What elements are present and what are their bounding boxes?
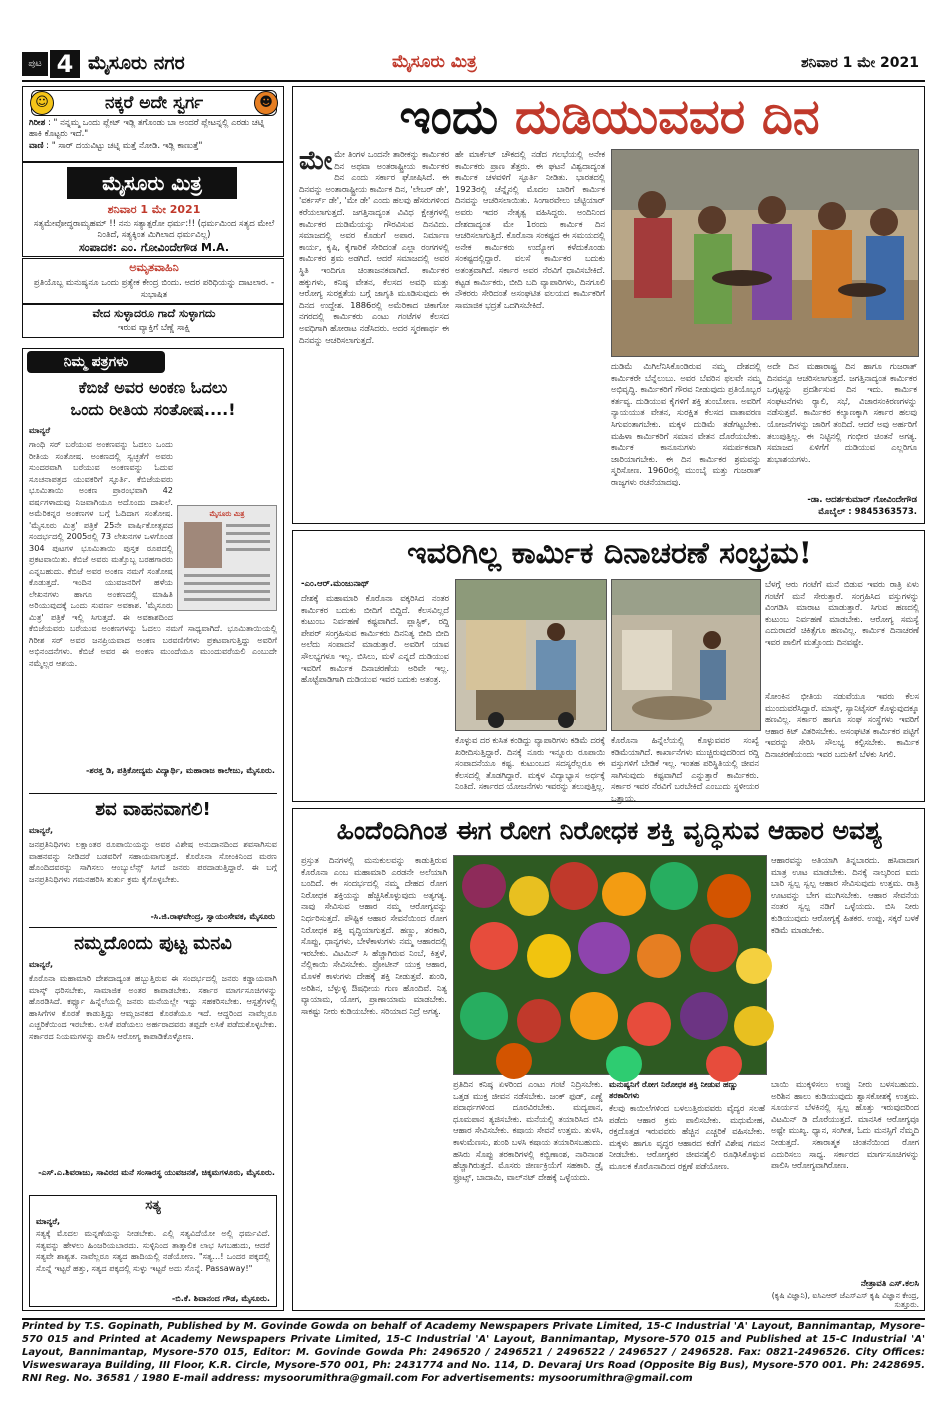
story-3-col-1: ಪ್ರಸ್ತುತ ದಿನಗಳಲ್ಲಿ ಮನುಕುಲವನ್ನು ಕಾಡುತ್ತಿರುವ ಕೊರೊನಾ ಎಂಬ ಮಹಾಮಾರಿ ಎರಡನೇ ಅಲೆಯಾಗಿ ಬಂದಿದೆ. ಈ ಸಂದರ್ಭದಲ್ಲಿ ನಮ್ಮ ದೇಹದ ರೋಗ ನಿರೋಧಕ ಶಕ್ತಿಯನ್ನು ಹೆಚ್ಚಿಸಿಕೊಳ್ಳುವುದು ಅತ್ಯಗತ್ಯ. ನಾವು ಸೇವಿಸುವ ಆಹಾರ ನಮ್ಮ ಆರೋಗ್ಯವನ್ನು ನಿರ್ಧರಿಸುತ್ತದೆ. ಪೌಷ್ಟಿಕ ಆಹಾರ ಸೇವನೆಯಿಂದ ರೋಗ ನಿರೋಧಕ ಶಕ್ತಿ ವೃದ್ಧಿಯಾಗುತ್ತದೆ. ಹಣ್ಣು, ತರಕಾರಿ, ಸೊಪ್ಪು, ಧಾನ್ಯಗಳು, ಬೇಳೆಕಾಳುಗಳು ನಮ್ಮ ಆಹಾರದಲ್ಲಿ ಇರಬೇಕು. ವಿಟಮಿನ್ ಸಿ ಹೆಚ್ಚಾಗಿರುವ ನಿಂಬೆ, ಕಿತ್ತಳೆ, ನೆಲ್ಲಿಕಾಯಿ ಸೇವಿಸಬೇಕು. ಪ್ರೋಟೀನ್ ಯುಕ್ತ ಆಹಾರ, ಮೊಳಕೆ ಕಾಳುಗಳು ದೇಹಕ್ಕೆ ಶಕ್ತಿ ನೀಡುತ್ತವೆ. ಶುಂಠಿ, ಅರಿಶಿನ, ಬೆಳ್ಳುಳ್ಳಿ ಔಷಧೀಯ ಗುಣ ಹೊಂದಿವೆ. ನಿತ್ಯ ವ್ಯಾಯಾಮ, ಯೋಗ, ಪ್ರಾಣಾಯಾಮ ಮಾಡಬೇಕು. ಸಾಕಷ್ಟು ನೀರು ಕುಡಿಯಬೇಕು. ಸರಿಯಾದ ನಿದ್ರೆ ಅಗತ್ಯ. (301, 855, 447, 1016)
masthead-date: ಶನಿವಾರ 1 ಮೇ 2021 (107, 203, 201, 216)
story-1-col-4-text: ಅದೇ ದಿನ ಮಹಾರಾಷ್ಟ್ರ ದಿನ ಹಾಗೂ ಗುಜರಾತ್ ದಿನವನ್ನೂ ಆಚರಿಸಲಾಗುತ್ತದೆ. ಜಗತ್ತಿನಾದ್ಯಂತ ಕಾರ್ಮಿಕರ ಒಗ್ಗಟ್ಟನ್ನು ಪ್ರದರ್ಶಿಸುವ ದಿನ ಇದು. ಕಾರ್ಮಿಕ ಸಂಘಟನೆಗಳು ರ್‍ಯಾಲಿ, ಸಭೆ, ವಿಚಾರಸಂಕಿರಣಗಳನ್ನು ನಡೆಸುತ್ತವೆ. ಕಾರ್ಮಿಕರ ಕಲ್ಯಾಣಕ್ಕಾಗಿ ಸರ್ಕಾರ ಹಲವು ಯೋಜನೆಗಳನ್ನು ಜಾರಿಗೆ ತಂದಿದೆ. ಆದರೆ ಅವು ಅರ್ಹರಿಗೆ ತಲುಪುತ್ತಿಲ್ಲ. ಈ ನಿಟ್ಟಿನಲ್ಲಿ ಗಂಭೀರ ಚಿಂತನೆ ಅಗತ್ಯ. ಸಮಾಜದ ಏಳಿಗೆಗೆ ದುಡಿಯುವ ಎಲ್ಲರಿಗೂ ಶುಭಾಶಯಗಳು. (767, 361, 917, 464)
proverb-text: ಇರುವ ವ್ಯಾಕ್ತಿಗೆ ಬೆಣ್ಣೆ ಸಾಕ್ಷಿ (118, 323, 190, 333)
humour-line-1: ಗಿರೀಶ : " ನನ್ನಮ್ಮ ಒಂದು ಪ್ಲೇಟ್ ಇಡ್ಲಿ ತಗೊಂಡು ಬಾ ಅಂದರೆ ಪ್ಲೇಟನ್ನಲ್ಲಿ ಎರಡು ಚಟ್ನಿ ಹಾಕಿ ಕೊಟ್ಟರು ಇದೆ." (29, 118, 265, 139)
amruta-title: ಅಮೃತವಾಹಿನಿ (129, 261, 179, 274)
waste-pickers-illustration (456, 580, 606, 730)
story-3-col-2: ಪ್ರತಿದಿನ ಕನಿಷ್ಠ ಏಳರಿಂದ ಎಂಟು ಗಂಟೆ ನಿದ್ರಿಸಬೇಕು. ಒತ್ತಡ ಮುಕ್ತ ಜೀವನ ನಡೆಸಬೇಕು. ಜಂಕ್ ಫುಡ್, ಎಣ್ಣೆ ಪದಾರ್ಥಗಳಿಂದ ದೂರವಿರಬೇಕು. ಮದ್ಯಪಾನ, ಧೂಮಪಾನ ತ್ಯಜಿಸಬೇಕು. ಮನೆಯಲ್ಲಿ ತಯಾರಿಸಿದ ಬಿಸಿ ಆಹಾರ ಸೇವಿಸಬೇಕು. ಕಷಾಯ ಸೇವನೆ ಉತ್ತಮ. ತುಳಸಿ, ಕಾಳುಮೆಣಸು, ಶುಂಠಿ ಬಳಸಿ ಕಷಾಯ ತಯಾರಿಸಬಹುದು. ಹಸಿರು ಸೊಪ್ಪು ತರಕಾರಿಗಳಲ್ಲಿ ಕಬ್ಬಿಣಾಂಶ, ನಾರಿನಾಂಶ ಹೆಚ್ಚಾಗಿರುತ್ತದೆ. ಮೊಸರು ಜೀರ್ಣಕ್ರಿಯೆಗೆ ಸಹಕಾರಿ. ಡ್ರೈ ಫ್ರೂಟ್ಸ್, ಬಾದಾಮಿ, ವಾಲ್‌ನಟ್ ದೇಹಕ್ಕೆ ಒಳ್ಳೆಯದು. (453, 1079, 603, 1182)
letter-4-box (29, 1195, 277, 1307)
header-logo: ಮೈಸೂರು ಮಿತ್ರ (392, 52, 477, 72)
story-2-col-3: ಕೊರೊನಾ ಹಿನ್ನೆಲೆಯಲ್ಲಿ ಕೊಳ್ಳುವವರ ಸಂಖ್ಯೆ ಕಡಿಮೆಯಾಗಿದೆ. ಕಾರ್ಖಾನೆಗಳು ಮುಚ್ಚಿರುವುದರಿಂದ ರದ್ದಿ ವಸ್ತುಗಳಿಗೆ ಬೇಡಿಕೆ ಇಲ್ಲ. ಇಂತಹ ಪರಿಸ್ಥಿತಿಯಲ್ಲಿ ಜೀವನ ಸಾಗಿಸುವುದು ಕಷ್ಟವಾಗಿದೆ ಎನ್ನುತ್ತಾರೆ ಕಾರ್ಮಿಕರು. ಸರ್ಕಾರ ಇವರ ನೆರವಿಗೆ ಬರಬೇಕಿದೆ ಎಂಬುದು ಸ್ಥಳೀಯರ ಒತ್ತಾಯ. (611, 735, 759, 803)
letter-3-salutation: ಮಾನ್ಯರೆ, (29, 959, 54, 969)
letter-2-title: ಶವ ವಾಹನವಾಗಲಿ! (95, 799, 211, 820)
humour-box (22, 86, 284, 162)
letter-1-signature: -ಶರತ್ತ ಡಿ, ಪತ್ರಿಕೋದ್ಯಮ ವಿದ್ಯಾರ್ಥಿ, ಮಹಾರಾಜ ಕಾಲೇಜು, ಮೈಸೂರು. (85, 765, 275, 775)
story-3-byline-name: ನೇತ್ರಾವತಿ ಎಸ್.ಕಲಸಿ (860, 1279, 919, 1289)
story-3-headline: ಹಿಂದೆಂದಿಗಿಂತ ಈಗ ರೋಗ ನಿರೋಧಕ ಶಕ್ತಿ ವೃದ್ಧಿಸುವ ಆಹಾರ ಅವಶ್ಯ (336, 816, 883, 845)
story-3-col-4: ಆಹಾರವನ್ನು ಅತಿಯಾಗಿ ತಿನ್ನಬಾರದು. ಹಸಿವಾದಾಗ ಮಾತ್ರ ಊಟ ಮಾಡಬೇಕು. ದಿನಕ್ಕೆ ನಾಲ್ಕರಿಂದ ಐದು ಬಾರಿ ಸ್ವಲ್ಪ ಸ್ವಲ್ಪ ಆಹಾರ ಸೇವಿಸುವುದು ಉತ್ತಮ. ರಾತ್ರಿ ಊಟವನ್ನು ಬೇಗ ಮುಗಿಸಬೇಕು. ಆಹಾರ ಸೇವನೆಯ ನಂತರ ಸ್ವಲ್ಪ ನಡಿಗೆ ಒಳ್ಳೆಯದು. ಬಿಸಿ ನೀರು ಕುಡಿಯುವುದು ಆರೋಗ್ಯಕ್ಕೆ ಹಿತಕರ. ಉಪ್ಪು, ಸಕ್ಕರೆ ಬಳಕೆ ಕಡಿಮೆ ಮಾಡಬೇಕು. (771, 855, 919, 935)
letter-1-salutation: ಮಾನ್ಯರೆ (29, 425, 51, 435)
photo-caption: ಮನುಷ್ಯನಿಗೆ ರೋಗ ನಿರೋಧಕ ಶಕ್ತಿ ನೀಡುವ ಹಣ್ಣು ತರಕಾರಿಗಳು (609, 1080, 738, 1100)
author-photo (184, 522, 222, 568)
header-date: ಶನಿವಾರ 1 ಮೇ 2021 (800, 55, 919, 71)
page-number: 4 (48, 50, 80, 78)
story-2-headline: ಇವರಿಗಿಲ್ಲ ಕಾರ್ಮಿಕ ದಿನಾಚರಣೆ ಸಂಭ್ರಮ! (407, 536, 812, 571)
letter-1-title-a: ಕೆಬಿಜೆ ಅವರ ಅಂಕಣ ಓದಲು (78, 378, 228, 397)
proverb-box (22, 304, 284, 338)
funny-face-icon: ☻ (254, 91, 278, 115)
divider (29, 927, 277, 928)
letter-2-signature: -ಸಿ.ಜಿ.ರಾಘವೇಂದ್ರ, ಸ್ವಾಯಂಸೇವಕ, ಮೈಸೂರು (150, 911, 275, 921)
story-labour-day (292, 86, 925, 524)
fruits-vegetables-photo (453, 855, 767, 1075)
waste-sorting-photo (611, 579, 761, 731)
waste-pickers-photo (455, 579, 607, 731)
story-3-col-5: ಬಾಯಿ ಮುಕ್ಕಳಿಸಲು ಉಪ್ಪು ನೀರು ಬಳಸಬಹುದು. ಅರಿಶಿನ ಹಾಲು ಕುಡಿಯುವುದು ಶ್ವಾಸಕೋಶಕ್ಕೆ ಉತ್ತಮ. ಸೂರ್ಯನ ಬೆಳಕಿನಲ್ಲಿ ಸ್ವಲ್ಪ ಹೊತ್ತು ಇರುವುದರಿಂದ ವಿಟಮಿನ್ ಡಿ ದೊರೆಯುತ್ತದೆ. ಮಾನಸಿಕ ಆರೋಗ್ಯವೂ ಅಷ್ಟೇ ಮುಖ್ಯ. ಧ್ಯಾನ, ಸಂಗೀತ, ಓದು ಮನಸ್ಸಿಗೆ ನೆಮ್ಮದಿ ನೀಡುತ್ತದೆ. ಸಕಾರಾತ್ಮಕ ಚಿಂತನೆಯಿಂದ ರೋಗ ಎದುರಿಸಲು ಸಾಧ್ಯ. ಸರ್ಕಾರದ ಮಾರ್ಗಸೂಚಿಗಳನ್ನು ಪಾಲಿಸಿ ಆರೋಗ್ಯವಾಗಿರೋಣ. (771, 1079, 919, 1171)
story-1-col-1: ಮೇಮೇ ತಿಂಗಳ ಒಂದನೇ ತಾರೀಕನ್ನು ಕಾರ್ಮಿಕರ ದಿನ ಅಥವಾ ಅಂತರಾಷ್ಟ್ರೀಯ ಕಾರ್ಮಿಕರ ದಿನ ಎಂದು ಸರ್ಕಾರ ಘೋಷಿಸಿದೆ. ಈ ದಿನವನ್ನು ಅಂತಾರಾಷ್ಟ್ರೀಯ ಕಾರ್ಮಿಕ ದಿನ, 'ಲೇಬರ್ ಡೇ', 'ವರ್ಕರ್ಸ್ ಡೇ', 'ಮೇ ಡೇ' ಎಂದು ಹಲವು ಹೆಸರುಗಳಿಂದ ಕರೆಯಲಾಗುತ್ತದೆ. ಜಗತ್ತಿನಾದ್ಯಂತ ವಿವಿಧ ಕ್ಷೇತ್ರಗಳಲ್ಲಿ ಕಾರ್ಮಿಕರ ದುಡಿಮೆಯನ್ನು ಗೌರವಿಸುವ ದಿನವಿದು. ಸಮಾಜದಲ್ಲಿ ಅವರ ಕೊಡುಗೆ ಅಪಾರ. ನಿರ್ಮಾಣ ಕಾರ್ಯ, ಕೃಷಿ, ಕೈಗಾರಿಕೆ ಸೇರಿದಂತೆ ಎಲ್ಲಾ ರಂಗಗಳಲ್ಲಿ ಕಾರ್ಮಿಕರ ಶ್ರಮ ಅಡಗಿದೆ. ಆದರೆ ಸಮಾಜದಲ್ಲಿ ಅವರ ಸ್ಥಿತಿ ಇಂದಿಗೂ ಚಿಂತಾಜನಕವಾಗಿದೆ. ಕಾರ್ಮಿಕರ ಹಕ್ಕುಗಳು, ಕನಿಷ್ಠ ವೇತನ, ಕೆಲಸದ ಅವಧಿ ಮತ್ತು ಆರೋಗ್ಯ ಸುರಕ್ಷತೆಯ ಬಗ್ಗೆ ಜಾಗೃತಿ ಮೂಡಿಸುವುದು ಈ ದಿನದ ಉದ್ದೇಶ. 1886ರಲ್ಲಿ ಅಮೆರಿಕಾದ ಚಿಕಾಗೋ ನಗರದಲ್ಲಿ ಕಾರ್ಮಿಕರು ಎಂಟು ಗಂಟೆಗಳ ಕೆಲಸದ ಅವಧಿಗಾಗಿ ಹೋರಾಟ ನಡೆಸಿದರು. ಅದರ ಸ್ಮರಣಾರ್ಥ ಈ ದಿನವನ್ನು ಆಚರಿಸಲಾಗುತ್ತದೆ. (299, 146, 449, 345)
letter-1-body: ಮೈಸೂರು ಮಿತ್ರ ಗಾಂಧಿ ಸರ್ ಬರೆಯುವ ಅಂಕಣವನ್ನು ಓದಲು ಒಂದು ರೀತಿಯ ಸಂತೋಷ. ಅಂಕಣದಲ್ಲಿ ಸ್ವಚ್ಛತೆಗೆ ಅವರು ಸುಂದರವಾಗಿ ಬರೆಯುವ ಅಂಕಣವನ್ನು ಓದುವ ಸೂಚನಾಪತ್ರದ ಯುವಕರಿಗೆ ಸ್ಫೂರ್ತಿ. ಕೆಬಿಜೆಯವರು ಭೂಮಿತಾಯಿ ಅಂಕಣ ಪ್ರಾರಂಭವಾಗಿ 42 ವರ್ಷಗಳಾದುವು ನಿಜವಾಗಿಯೂ ಅದೊಂದು ದಾಖಲೆ. ಅಮೆರಿಕನ್ನರ ಅಂಕಣಗಳ ಬಗ್ಗೆ ಓದಿದಾಗ ಸಂತೋಷ. 'ಮೈಸೂರು ಮಿತ್ರ' ಪತ್ರಿಕೆ 25ನೇ ವಾರ್ಷಿಕೋತ್ಸವದ ಸಂದರ್ಭದಲ್ಲಿ 2005ರಲ್ಲಿ 73 ಲೇಖನಗಳ ಒಳಗೊಂಡ 304 ಪುಟಗಳ ಭೂಮಿತಾಯಿ ಪುಸ್ತಕ ರೂಪದಲ್ಲಿ ಪ್ರಕಟವಾಯಿತು. ಕೆಬಿಜೆ ಅವರು ಮತ್ತೊಬ್ಬ ಬರಹಗಾರರು ಎನ್ನಬಹುದು. ಕೆಬಿಜೆ ಅವರ ಅಂಕಣ ನಮಗೆ ಸಂತೋಷ ಕೊಡುತ್ತದೆ. ಇಂದಿನ ಯುವಜನರಿಗೆ ಹಳೆಯ ಲೇಖನಗಳು ಹಾಗೂ ಅಂಕಣದಲ್ಲಿ ಮಾಹಿತಿ ಅರಿಯುವುದಕ್ಕೆ ಒಂದು ಸುವರ್ಣ ಅವಕಾಶ. 'ಮೈಸೂರು ಮಿತ್ರ' ಪತ್ರಿಕೆ ಇಲ್ಲಿ ಸಿಗುತ್ತದೆ. ಈ ಅವಕಾಶದಿಂದ ಕೆಬಿಜೆಯವರು ಬರೆಯುವ ಅಂಕಣಗಳನ್ನು ಓದಲು ನಮಗೆ ಸಾಧ್ಯವಾಗಿದೆ. ಭೂಮಿತಾಯಿಯಲ್ಲಿ ಗಿರೀಶ ಸರ್ ಅವರ ಜನಪ್ರಿಯವಾದ ಅಂಕಣ ಬರವಣಿಗೆಗಳು ಪ್ರಕಟವಾಗುತ್ತಿದ್ದು ಅವರಿಗೆ ಅಭಿನಂದನೆಗಳು. ಕೆಬಿಜೆ ಅವರ ಈ ಅಂಕಣ ಮುಂದೆಯೂ ಮುಂದುವರೆಯಲಿ ಎಂಬುದೇ ನಮ್ಮೆಲ್ಲರ ಆಶಯ. (29, 439, 277, 668)
amruta-text: ಪ್ರತಿಯೊಬ್ಬ ಮನುಷ್ಯನೂ ಒಂದು ಪ್ರತ್ಯೇಕ ಕೇಂದ್ರ ಬಿಂದು. ಅದರ ಪರಿಧಿಯನ್ನು ದಾಟಲಾರ. - ಸುಭಾಷಿತ (33, 278, 275, 300)
story-2-col-4: ಬೆಳಗ್ಗೆ ಆರು ಗಂಟೆಗೆ ಮನೆ ಬಿಡುವ ಇವರು ರಾತ್ರಿ ಏಳು ಗಂಟೆಗೆ ಮನೆ ಸೇರುತ್ತಾರೆ. ಸಂಗ್ರಹಿಸಿದ ವಸ್ತುಗಳನ್ನು ವಿಂಗಡಿಸಿ ಮಾರಾಟ ಮಾಡುತ್ತಾರೆ. ಸಿಗುವ ಹಣದಲ್ಲಿ ಕುಟುಂಬ ನಿರ್ವಹಣೆ ಮಾಡಬೇಕು. ಆರೋಗ್ಯ ಸಮಸ್ಯೆ ಎದುರಾದರೆ ಚಿಕಿತ್ಸೆಗೂ ಹಣವಿಲ್ಲ. ಕಾರ್ಮಿಕ ದಿನಾಚರಣೆ ಇವರ ಪಾಲಿಗೆ ಮತ್ತೊಂದು ದಿನವಷ್ಟೇ. (765, 579, 919, 647)
letters-section-title: ನಿಮ್ಮ ಪತ್ರಗಳು (27, 351, 165, 373)
fruits-vegetables-illustration (454, 856, 766, 1074)
waste-sorting-illustration (612, 580, 760, 730)
humour-line-2: ವಾಣಿ : " ಸಾರ್ ದಯವಿಟ್ಟು ಚಟ್ನಿ ಮತ್ತೆ ನೋಡಿ. ಇಡ್ಲಿ ಕಾಣುತ್ತೆ" (29, 141, 203, 151)
story-2-col-1: ದೇಶಕ್ಕೆ ಮಹಾಮಾರಿ ಕೊರೊನಾ ವಕ್ಕರಿಸಿದ ನಂತರ ಕಾರ್ಮಿಕರ ಬದುಕು ಬೀದಿಗೆ ಬಿದ್ದಿದೆ. ಕೆಲಸವಿಲ್ಲದೆ ಕುಟುಂಬ ನಿರ್ವಹಣೆ ಕಷ್ಟವಾಗಿದೆ. ಪ್ಲಾಸ್ಟಿಕ್, ರದ್ದಿ ಪೇಪರ್ ಸಂಗ್ರಹಿಸುವ ಕಾರ್ಮಿಕರು ದಿನನಿತ್ಯ ಬೀದಿ ಬೀದಿ ಅಲೆದು ಸಂಪಾದನೆ ಮಾಡುತ್ತಾರೆ. ಅವರಿಗೆ ಯಾವ ಸೌಲಭ್ಯಗಳೂ ಇಲ್ಲ. ಬಿಸಿಲು, ಮಳೆ ಎನ್ನದೆ ದುಡಿಯುವ ಇವರಿಗೆ ಕಾರ್ಮಿಕ ದಿನಾಚರಣೆಯ ಅರಿವೇ ಇಲ್ಲ. ಹೊಟ್ಟೆಪಾಡಿಗಾಗಿ ದುಡಿಯುವ ಇವರ ಬದುಕು ಅತಂತ್ರ. (301, 593, 449, 685)
story-1-byline: -ಡಾ. ಆದರ್ಶಕುಮಾರ್ ಗೋವಿಂದೇಗೌಡ (807, 495, 917, 505)
letter-3-signature: -ಎಸ್.ಎ.ಶಿವರಾಜು, ಸಾವಿರದ ಮನೆ ಸಂಸಾರಸ್ಥ ಯುವಜನತೆ, ಚಿಕ್ಕಮಗಳೂರು, ಮೈಸೂರು. (38, 1167, 275, 1177)
divider (29, 793, 277, 794)
letter-4-signature: -ಬಿ.ಕೆ. ಶಿವಾನಂದ ಗೌಡ, ಮೈಸೂರು. (171, 1293, 270, 1303)
letter-4-title: ಸತ್ಯ (145, 1198, 161, 1213)
letter-3-title: ನಮ್ಮದೊಂದು ಪುಟ್ಟ ಮನವಿ (74, 933, 232, 954)
masthead-motto: ಸತ್ಯಮೇವೋದ್ಧರಾಮ್ಯಹಮ್ !! ನನು ಸತ್ಯಾತ್ಪರೋ ಧರ್ಮ:!! (ಧರ್ಮಮಿಂದ ಸತ್ಯದ ಮೇಲೆ ನಿಂತಿದೆ, ಸತ್ಯಕ್ಕಿಂತ ಮಿಗಿಲಾದ ಧರ್ಮವಿಲ್ಲ) (33, 219, 275, 240)
letter-2-salutation: ಮಾನ್ಯರೆ, (29, 825, 54, 835)
left-column (22, 86, 284, 1311)
humour-title: ☺ ನಕ್ಕರೆ ಅದೇ ಸ್ವರ್ಗ ☻ (31, 90, 277, 116)
letters-section (22, 348, 284, 1311)
masthead-editor: ಸಂಪಾದಕ: ಎಂ. ಗೋವಿಂದೇಗೌಡ M.A. (78, 241, 230, 254)
story-2-reporter: -ಎಂ.ಆರ್.ಮಂಜುನಾಥ್ (301, 579, 370, 589)
letter-2-body: ಜನಪ್ರತಿನಿಧಿಗಳು ಲಕ್ಷಾಂತರ ರೂಪಾಯಿಯನ್ನು ಅವರ ವಿಶೇಷ ಅನುದಾನದಿಂದ ಶವಸಾಗಿಸುವ ವಾಹನವನ್ನು ನೀಡಿದರೆ ಬಡವರಿಗೆ ಸಹಾಯವಾಗುತ್ತದೆ. ಕೊರೊನಾ ಸೋಂಕಿನಿಂದ ಮರಣ ಹೊಂದಿದವರನ್ನು ಸಾಗಿಸಲು ಆಂಬ್ಯುಲೆನ್ಸ್ ಸಿಗದೆ ಜನರು ಪರದಾಡುತ್ತಿದ್ದಾರೆ. ಈ ಬಗ್ಗೆ ಜನಪ್ರತಿನಿಧಿಗಳು ಗಮನಹರಿಸಿ ತುರ್ತು ಕ್ರಮ ಕೈಗೊಳ್ಳಬೇಕು. (29, 839, 277, 884)
masthead-box (22, 162, 284, 257)
imprint-text: Printed by T.S. Gopinath, Published by M. Govinde Gowda on behalf of Academy Newspapers Private Limited, 15-C Industrial 'A' Layout, Bannimantap, Mysore-570 015 and Printed at Academy Newspapers Private Limited, 15-C Industrial 'A' Layout, Bannimantap, Mysore-570 015 and Published at 15-C Industrial 'A' Layout, Bannimantap, Mysore-570 015, Editor: M. Govinde Gowda Ph: 2496520 / 2496521 / 2496522 / 2496527 / 2496528. Fax: 0821-2496526. City Offices: Visweswaraya Building, III Floor, K.R. Circle, Mysore-570 001, Ph: 2431774 and No. 114, D. Devaraj Urs Road (Opposite Big Bus), Mysore-570 001. Ph: 2428695. RNI Reg. No. 36581 / 1980 E-mail address: mysoorumithra@gmail.com For advertisements: mysoorumithra@gmail.com (22, 1321, 925, 1384)
story-waste-pickers (292, 530, 925, 802)
story-2-col-2: ಕೊಳ್ಳುವ ದರ ಕುಸಿತ ಕಂಡಿದ್ದು ವ್ಯಾಪಾರಿಗಳು ಕಡಿಮೆ ದರಕ್ಕೆ ಖರೀದಿಸುತ್ತಿದ್ದಾರೆ. ದಿನಕ್ಕೆ ನೂರು ಇನ್ನೂರು ರೂಪಾಯಿ ಸಂಪಾದನೆಯೂ ಕಷ್ಟ. ಕುಟುಂಬದ ಸದಸ್ಯರೆಲ್ಲರೂ ಈ ಕೆಲಸದಲ್ಲಿ ತೊಡಗಿದ್ದಾರೆ. ಮಕ್ಕಳ ವಿದ್ಯಾಭ್ಯಾಸ ಅರ್ಧಕ್ಕೆ ನಿಂತಿದೆ. ಸರ್ಕಾರದ ಯೋಜನೆಗಳು ಇವರನ್ನು ತಲುಪುತ್ತಿಲ್ಲ. (455, 735, 605, 792)
page-header (22, 50, 925, 82)
story-1-col-3: ದುಡಿಮೆ ಮಿಗಿಲೆನಿಸಿಕೊಂಡಿರುವ ನಮ್ಮ ದೇಶದಲ್ಲಿ ಕಾರ್ಮಿಕರೇ ಬೆನ್ನೆಲುಬು. ಅವರ ಬೆವರಿನ ಫಲವೇ ನಮ್ಮ ಅಭಿವೃದ್ಧಿ. ಕಾರ್ಮಿಕರಿಗೆ ಗೌರವ ನೀಡುವುದು ಪ್ರತಿಯೊಬ್ಬರ ಕರ್ತವ್ಯ. ದುಡಿಯುವ ಕೈಗಳಿಗೆ ಶಕ್ತಿ ತುಂಬೋಣ. ಅವರಿಗೆ ನ್ಯಾಯಯುತ ವೇತನ, ಸುರಕ್ಷಿತ ಕೆಲಸದ ವಾತಾವರಣ ಸಿಗುವಂತಾಗಬೇಕು. ಮಕ್ಕಳ ದುಡಿಮೆ ತಡೆಗಟ್ಟಬೇಕು. ಮಹಿಳಾ ಕಾರ್ಮಿಕರಿಗೆ ಸಮಾನ ವೇತನ ದೊರೆಯಬೇಕು. ಕಾರ್ಮಿಕ ಕಾನೂನುಗಳು ಸಮರ್ಪಕವಾಗಿ ಜಾರಿಯಾಗಬೇಕು. ಈ ದಿನ ಕಾರ್ಮಿಕರ ಶ್ರಮವನ್ನು ಸ್ಮರಿಸೋಣ. 1960ರಲ್ಲಿ ಮುಂಬೈ ಮತ್ತು ಗುಜರಾತ್ ರಾಜ್ಯಗಳು ರಚನೆಯಾದವು. (611, 361, 761, 487)
proverb-title: ವೇದ ಸುಳ್ಳಾದರೂ ಗಾದೆ ಸುಳ್ಳಾಗದು (92, 307, 216, 320)
clipping-caption: ಮೈಸೂರು ಮಿತ್ರ (209, 510, 245, 518)
letter-1-title-b: ಒಂದು ರೀತಿಯ ಸಂತೋಷ....! (70, 400, 236, 419)
imprint-footer (22, 1318, 925, 1420)
story-3-col-3: ಕೆಲವು ಕಾಯಿಲೆಗಳಿಂದ ಬಳಲುತ್ತಿರುವವರು ವೈದ್ಯರ ಸಲಹೆ ಪಡೆದು ಆಹಾರ ಕ್ರಮ ಪಾಲಿಸಬೇಕು. ಮಧುಮೇಹ, ರಕ್ತದೊತ್ತಡ ಇರುವವರು ಹೆಚ್ಚಿನ ಎಚ್ಚರಿಕೆ ವಹಿಸಬೇಕು. ಮಕ್ಕಳು ಹಾಗೂ ವೃದ್ಧರ ಆಹಾರದ ಕಡೆಗೆ ವಿಶೇಷ ಗಮನ ನೀಡಬೇಕು. ಆರೋಗ್ಯಕರ ಜೀವನಶೈಲಿ ರೂಢಿಸಿಕೊಳ್ಳುವ ಮೂಲಕ ಕೊರೊನಾದಿಂದ ರಕ್ಷಣೆ ಪಡೆಯೋಣ. (609, 1103, 765, 1171)
section-title: ಮೈಸೂರು ನಗರ (88, 52, 185, 74)
story-2-col-5: ಸೋಂಕಿನ ಭೀತಿಯ ನಡುವೆಯೂ ಇವರು ಕೆಲಸ ಮುಂದುವರೆಸಿದ್ದಾರೆ. ಮಾಸ್ಕ್, ಸ್ಯಾನಿಟೈಸರ್ ಕೊಳ್ಳುವುದಕ್ಕೂ ಹಣವಿಲ್ಲ. ಸರ್ಕಾರ ಹಾಗೂ ಸಂಘ ಸಂಸ್ಥೆಗಳು ಇವರಿಗೆ ಆಹಾರ ಕಿಟ್ ವಿತರಿಸಬೇಕು. ಅಸಂಘಟಿತ ಕಾರ್ಮಿಕರ ಪಟ್ಟಿಗೆ ಇವರನ್ನು ಸೇರಿಸಿ ಸೌಲಭ್ಯ ಕಲ್ಪಿಸಬೇಕು. ಕಾರ್ಮಿಕ ದಿನಾಚರಣೆಯಂದು ಇವರ ಬದುಕಿಗೆ ಬೆಳಕು ಸಿಗಲಿ. (765, 691, 919, 759)
main-area (292, 86, 925, 1311)
letter-3-body: ಕೊರೊನಾ ಮಹಾಮಾರಿ ದೇಶದಾದ್ಯಂತ ಹಬ್ಬುತ್ತಿರುವ ಈ ಸಂದರ್ಭದಲ್ಲಿ ಜನರು ಕಡ್ಡಾಯವಾಗಿ ಮಾಸ್ಕ್ ಧರಿಸಬೇಕು, ಸಾಮಾಜಿಕ ಅಂತರ ಕಾಪಾಡಬೇಕು. ಸರ್ಕಾರ ಮಾರ್ಗಸೂಚಿಗಳನ್ನು ಹೊರಡಿಸಿದೆ. ಕರ್ಫ್ಯೂ ಹಿನ್ನೆಲೆಯಲ್ಲಿ ಜನರು ಮನೆಯಲ್ಲೇ ಇದ್ದು ಸಹಕರಿಸಬೇಕು. ಆಸ್ಪತ್ರೆಗಳಲ್ಲಿ ಹಾಸಿಗೆಗಳ ಕೊರತೆ ಕಾಡುತ್ತಿದ್ದು ಆಮ್ಲಜನಕದ ಕೊರತೆಯೂ ಇದೆ. ಆದ್ದರಿಂದ ನಾವೆಲ್ಲರೂ ಎಚ್ಚರಿಕೆಯಿಂದ ಇರಬೇಕು. ಲಸಿಕೆ ಪಡೆಯಲು ಅರ್ಹರಾದವರು ತಪ್ಪದೇ ಲಸಿಕೆ ಪಡೆದುಕೊಳ್ಳಬೇಕು. ಸರ್ಕಾರದ ನಿಯಮಗಳನ್ನು ಪಾಲಿಸಿ ಆರೋಗ್ಯ ಕಾಪಾಡಿಕೊಳ್ಳೋಣ. (29, 973, 277, 1041)
page-label: ಪುಟ (22, 52, 48, 76)
story-1-headline: ಇಂದು ದುಡಿಯುವವರ ದಿನ (399, 89, 820, 145)
letter-4-body: ಸತ್ಯಕ್ಕೆ ಮೊದಲ ಮನ್ನಣೆಯನ್ನು ನೀಡಬೇಕು. ಎಲ್ಲಿ ಸತ್ಯವಿದೆಯೋ ಅಲ್ಲಿ ಧರ್ಮವಿದೆ. ಸತ್ಯವನ್ನು ಹೇಳಲು ಹಿಂಜರಿಯಬಾರದು. ಸುಳ್ಳಿನಿಂದ ತಾತ್ಕಾಲಿಕ ಲಾಭ ಸಿಗಬಹುದು, ಆದರೆ ಸತ್ಯವೇ ಶಾಶ್ವತ. ನಾವೆಲ್ಲರೂ ಸತ್ಯದ ಹಾದಿಯಲ್ಲಿ ನಡೆಯೋಣ. "ಸತ್ಯ...! ಒಂದರ ಪಕ್ಕದಲ್ಲಿ ಸೊನ್ನೆ ಇಟ್ಟರೆ ಹತ್ತು, ಸತ್ಯದ ಪಕ್ಕದಲ್ಲಿ ಸುಳ್ಳು ಇಟ್ಟರೆ ಅದು ಸೊನ್ನೆ. Passaway!" (36, 1228, 270, 1273)
newspaper-clipping (177, 505, 277, 611)
laughing-face-icon: ☺ (30, 91, 54, 115)
story-3-byline-affiliation: (ಕೃಷಿ ವಿಜ್ಞಾನಿ), ಐಸಿಎಆರ್ ಜೆಎಸ್‌ಎಸ್ ಕೃಷಿ ವಿಜ್ಞಾನ ಕೇಂದ್ರ, ಸುತ್ತೂರು. (771, 1291, 919, 1309)
amruta-box (22, 258, 284, 304)
story-1-col-2: ಹೇ ಮಾರ್ಕೆಟ್ ಚೌಕದಲ್ಲಿ ನಡೆದ ಗಲಭೆಯಲ್ಲಿ ಅನೇಕ ಕಾರ್ಮಿಕರು ಪ್ರಾಣ ತೆತ್ತರು. ಈ ಘಟನೆ ವಿಶ್ವದಾದ್ಯಂತ ಕಾರ್ಮಿಕ ಚಳವಳಿಗೆ ಸ್ಫೂರ್ತಿ ನೀಡಿತು. ಭಾರತದಲ್ಲಿ 1923ರಲ್ಲಿ ಚೆನ್ನೈನಲ್ಲಿ ಮೊದಲ ಬಾರಿಗೆ ಕಾರ್ಮಿಕ ದಿನವನ್ನು ಆಚರಿಸಲಾಯಿತು. ಸಿಂಗಾರವೇಲು ಚೆಟ್ಟಿಯಾರ್ ಅವರು ಇದರ ನೇತೃತ್ವ ವಹಿಸಿದ್ದರು. ಅಂದಿನಿಂದ ದೇಶದಾದ್ಯಂತ ಮೇ 1ರಂದು ಕಾರ್ಮಿಕ ದಿನ ಆಚರಿಸಲಾಗುತ್ತಿದೆ. ಕೊರೊನಾ ಸಂಕಷ್ಟದ ಈ ಸಮಯದಲ್ಲಿ ಅನೇಕ ಕಾರ್ಮಿಕರು ಉದ್ಯೋಗ ಕಳೆದುಕೊಂಡು ಸಂಕಷ್ಟದಲ್ಲಿದ್ದಾರೆ. ವಲಸೆ ಕಾರ್ಮಿಕರ ಬದುಕು ಅತಂತ್ರವಾಗಿದೆ. ಸರ್ಕಾರ ಅವರ ನೆರವಿಗೆ ಧಾವಿಸಬೇಕಿದೆ. ಕಟ್ಟಡ ಕಾರ್ಮಿಕರು, ಬೀದಿ ಬದಿ ವ್ಯಾಪಾರಿಗಳು, ದಿನಗೂಲಿ ನೌಕರರು ಸೇರಿದಂತೆ ಅಸಂಘಟಿತ ವಲಯದ ಕಾರ್ಮಿಕರಿಗೆ ಸಾಮಾಜಿಕ ಭದ್ರತೆ ಒದಗಿಸಬೇಕಿದೆ. (455, 149, 605, 310)
masthead-logo: ಮೈಸೂರು ಮಿತ್ರ (67, 167, 237, 199)
story-1-phone: ಮೊಬೈಲ್ : 9845363573. (818, 507, 917, 517)
letter-4-salutation: ಮಾನ್ಯರೆ, (36, 1216, 61, 1226)
story-immunity-food (292, 808, 925, 1311)
